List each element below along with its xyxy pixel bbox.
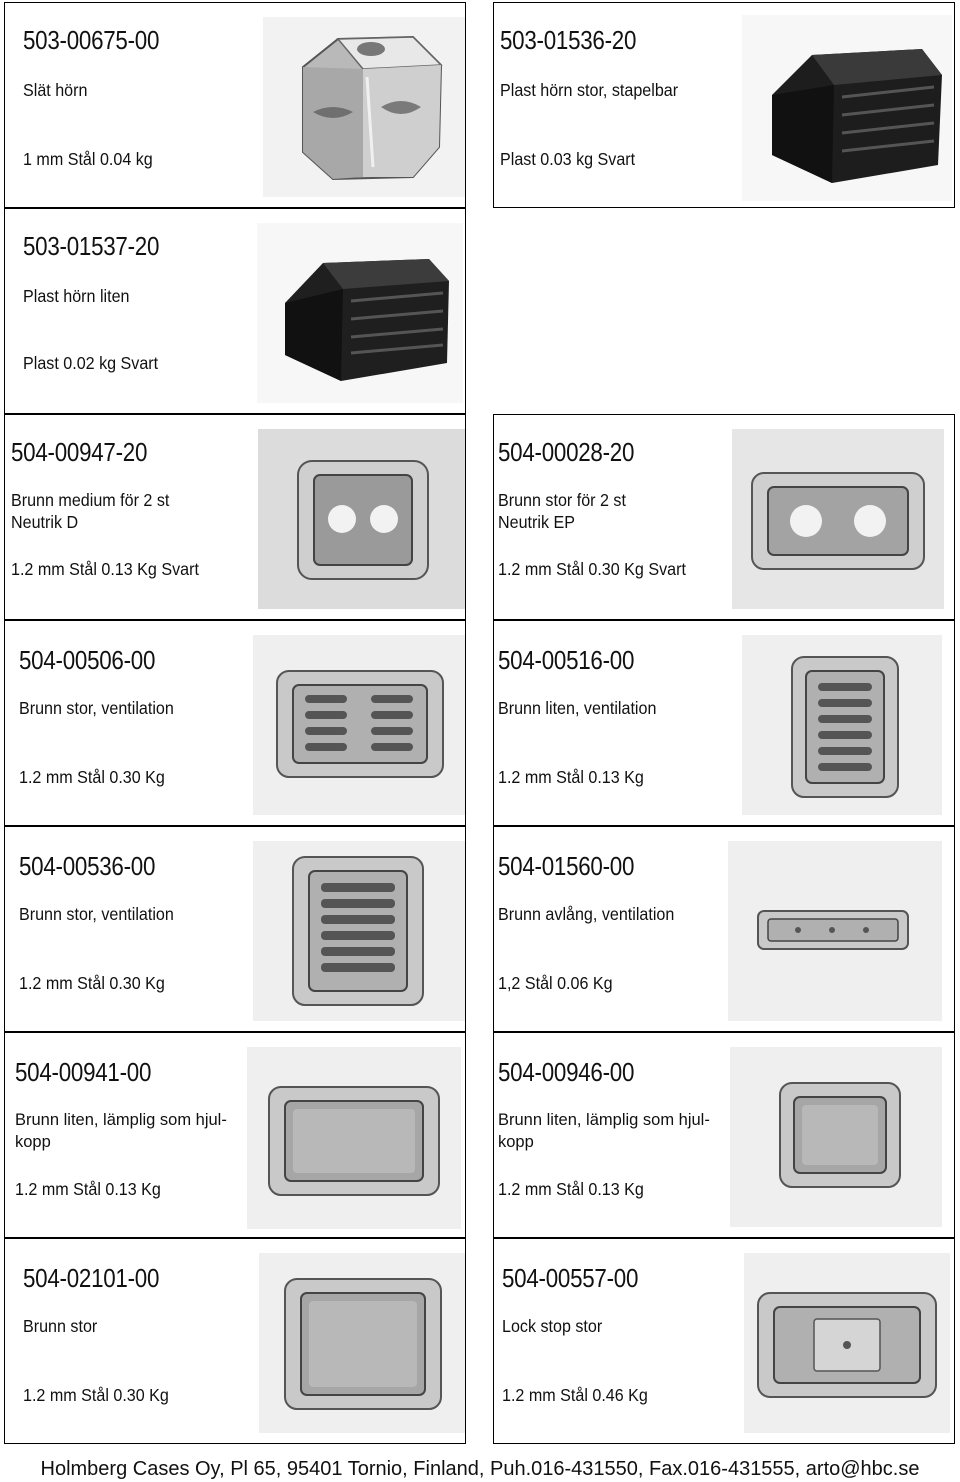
product-code: 504-00557-00: [502, 1263, 639, 1293]
product-cell: [493, 620, 955, 826]
footer-contact: Holmberg Cases Oy, Pl 65, 95401 Tornio, Finland, Puh.016-431550, Fax.016-431555, arto@hbc.se: [40, 1458, 920, 1480]
product-description: Brunn liten, ventilation: [498, 698, 657, 718]
product-description: Slät hörn: [23, 80, 88, 100]
product-description: Plast hörn liten: [23, 286, 130, 306]
product-spec: 1.2 mm Stål 0.13 Kg Svart: [11, 559, 199, 579]
product-cell: [4, 620, 466, 826]
product-code: 503-01536-20: [500, 25, 637, 55]
product-cell: [4, 414, 466, 620]
product-description: Brunn avlång, ventilation: [498, 904, 675, 924]
product-spec: 1.2 mm Stål 0.46 Kg: [502, 1385, 648, 1405]
product-spec: 1 mm Stål 0.04 kg: [23, 149, 153, 169]
product-code: 503-00675-00: [23, 25, 160, 55]
product-code: 504-02101-00: [23, 1263, 160, 1293]
product-spec: 1.2 mm Stål 0.13 Kg: [498, 1179, 644, 1199]
product-cell: [4, 826, 466, 1032]
wheel-cup-dish-icon: [247, 1047, 461, 1229]
product-code: 504-00028-20: [498, 437, 635, 467]
vent-dish-small-icon: [742, 635, 942, 815]
product-description: Brunn stor för 2 st Neutrik EP: [498, 490, 626, 532]
product-cell: [493, 2, 955, 208]
product-description: Brunn stor, ventilation: [19, 904, 174, 924]
product-spec: 1.2 mm Stål 0.30 Kg: [19, 973, 165, 993]
product-description: Brunn stor: [23, 1316, 98, 1336]
vent-dish-tall-icon: [253, 841, 465, 1021]
product-description: Brunn medium för 2 st Neutrik D: [11, 490, 170, 532]
product-description: Plast hörn stor, stapelbar: [500, 80, 679, 100]
product-cell: [493, 1238, 955, 1444]
product-code: 504-00506-00: [19, 645, 156, 675]
product-code: 503-01537-20: [23, 231, 160, 261]
dish-neutrik-ep-icon: [732, 429, 944, 609]
product-code: 504-00536-00: [19, 851, 156, 881]
product-code: 504-00941-00: [15, 1057, 152, 1087]
product-code: 504-00516-00: [498, 645, 635, 675]
wheel-cup-dish-small-icon: [730, 1047, 942, 1227]
product-spec: Plast 0.03 kg Svart: [500, 149, 636, 169]
recessed-dish-large-icon: [259, 1253, 465, 1433]
product-cell: [4, 208, 466, 414]
product-description: Brunn stor, ventilation: [19, 698, 174, 718]
dish-neutrik-d-icon: [258, 429, 466, 609]
vent-dish-long-icon: [728, 841, 942, 1021]
product-description: Lock stop stor: [502, 1316, 603, 1336]
vent-dish-large-icon: [253, 635, 465, 815]
product-spec: 1.2 mm Stål 0.30 Kg: [19, 767, 165, 787]
product-spec: 1.2 mm Stål 0.30 Kg: [23, 1385, 169, 1405]
product-spec: 1,2 Stål 0.06 Kg: [498, 973, 613, 993]
product-description: Brunn liten, lämplig som hjul-kopp: [498, 1111, 710, 1151]
product-spec: 1.2 mm Stål 0.13 Kg: [15, 1179, 161, 1199]
plastic-corner-large-icon: [742, 15, 952, 201]
product-cell: [493, 1032, 955, 1238]
product-cell: [4, 2, 466, 208]
plastic-corner-small-icon: [257, 223, 463, 403]
product-spec: Plast 0.02 kg Svart: [23, 353, 159, 373]
product-cell: [4, 1238, 466, 1444]
product-code: 504-00947-20: [11, 437, 148, 467]
product-spec: 1.2 mm Stål 0.13 Kg: [498, 767, 644, 787]
product-code: 504-01560-00: [498, 851, 635, 881]
steel-corner-icon: [263, 17, 465, 197]
lock-stop-icon: [744, 1253, 950, 1433]
product-code: 504-00946-00: [498, 1057, 635, 1087]
product-cell: [493, 826, 955, 1032]
product-cell: [4, 1032, 466, 1238]
product-description: Brunn liten, lämplig som hjul-kopp: [15, 1111, 227, 1151]
product-spec: 1.2 mm Stål 0.30 Kg Svart: [498, 559, 686, 579]
product-cell: [493, 414, 955, 620]
